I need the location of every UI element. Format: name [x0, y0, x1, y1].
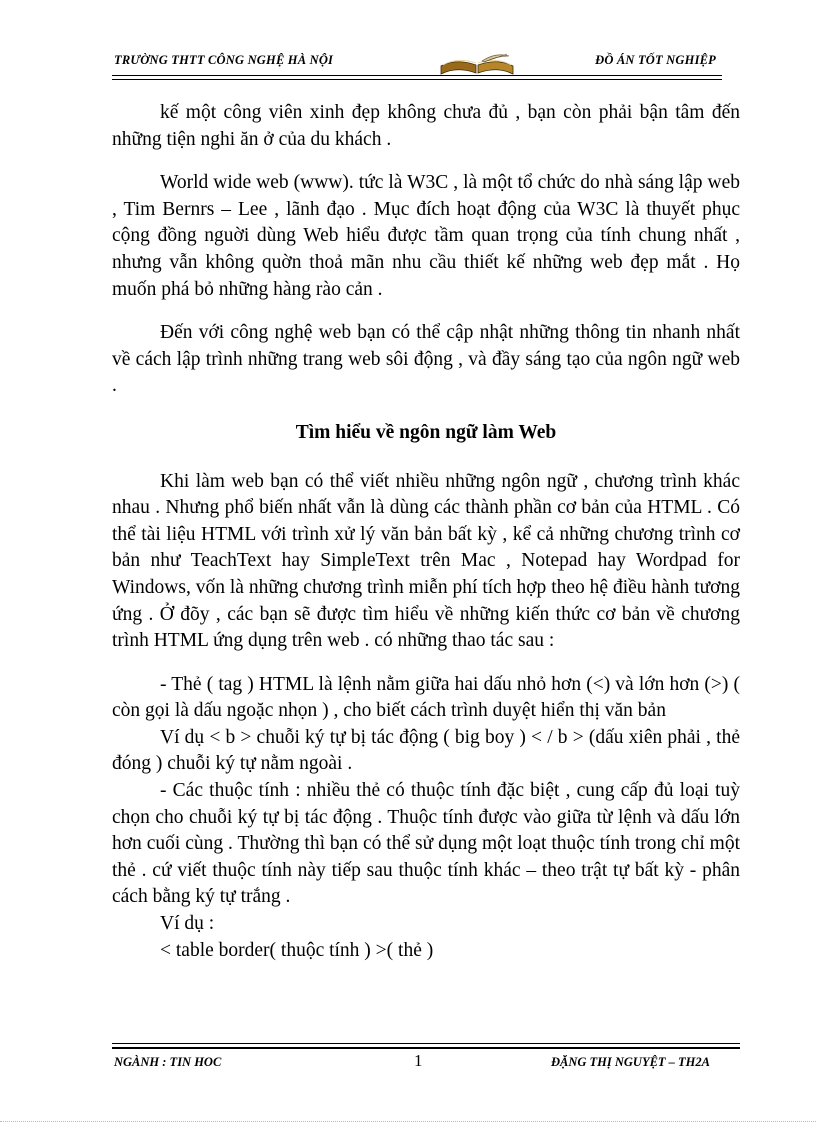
header-school-name: TRƯỜNG THTT CÔNG NGHỆ HÀ NỘI [114, 53, 334, 67]
paragraph-example-label: Ví dụ : [160, 913, 215, 935]
footer-rule [112, 1047, 740, 1049]
footer-author: ĐẶNG THỊ NGUYỆT – TH2A [550, 1055, 710, 1069]
page-number: 1 [414, 1051, 423, 1070]
header-rule-thin [112, 79, 722, 80]
paragraph-intro: kế một công viên xinh đẹp không chưa đủ , bạn còn phải bận tâm đến những tiện nghi ăn ở của du khách . [112, 102, 740, 150]
paragraph-w3c: World wide web (www). tức là W3C , là một tổ chức do nhà sáng lập web , Tim Bernrs – Lee , lãnh đạo . Mục đích hoạt động của W3C là thuyết phục cộng đồng nguời dùng Web hiểu được tầm quan trọng của tính chung nhất , nhưng vẫn không quờn thoả mãn nhu cầu thiết kế những web đẹp mắt . Họ muốn phá bỏ những hàng rào cản . [112, 172, 740, 300]
open-book-icon [437, 50, 517, 76]
header-rule [112, 75, 722, 76]
paragraph-html-intro: Khi làm web bạn có thể viết nhiều những ngôn ngữ , chương trình khác nhau . Nhưng phổ biến nhất vẫn là dùng các thành phần cơ bản của HTML . Có thể tài liệu HTML với trình xử lý văn bản bất kỳ , kể cả những chương trình cơ bản như TeachText hay SimpleText trên Mac , Notepad hay Wordpad for Windows, vốn là những chương trình miễn phí tích hợp theo hệ điều hành tương ứng . Ở đõy , các bạn sẽ được tìm hiểu về những kiến thức cơ bản về chương trình HTML ứng dụng trên web . có những thao tác sau : [112, 470, 740, 652]
page-bottom-border [0, 1121, 816, 1122]
page-header [112, 50, 722, 80]
paragraph-attributes: - Các thuộc tính : nhiều thẻ có thuộc tính đặc biệt , cung cấp đủ loại tuỳ chọn cho chuỗi ký tự bị tác động . Thuộc tính được vào giữa từ lệnh và dấu lớn hơn cuối cùng . Thường thì bạn có thể sử dụng một loạt thuộc tính trong chỉ một thẻ . cứ viết thuộc tính này tiếp sau thuộc tính khác – theo trật tự bất kỳ - phân cách bằng ký tự trắng . [112, 780, 740, 908]
paragraph-example-code: < table border( thuộc tính ) >( thẻ ) [160, 939, 434, 961]
paragraph-web-tech: Đến với công nghệ web bạn có thể cập nhật những thông tin nhanh nhất về cách lập trình những trang web sôi động , và đầy sáng tạo của ngôn ngữ web . [112, 322, 740, 397]
paragraph-tag: - Thẻ ( tag ) HTML là lệnh nằm giữa hai dấu nhỏ hơn (<) và lớn hơn (>) ( còn gọi là dấu ngoặc nhọn ) , cho biết cách trình duyệt hiển thị văn bản [112, 673, 740, 722]
footer-rule-thin [112, 1043, 740, 1044]
paragraph-example-tag: Ví dụ < b > chuỗi ký tự bị tác động ( big boy ) < / b > (dấu xiên phải , thẻ đóng ) chuỗi ký tự nằm ngoài . [112, 726, 740, 775]
footer-major: NGÀNH : TIN HOC [114, 1055, 222, 1069]
section-heading: Tìm hiểu về ngôn ngữ làm Web [295, 421, 557, 443]
document-body [112, 100, 740, 964]
header-document-type: ĐỒ ÁN TỐT NGHIỆP [595, 53, 716, 67]
page-footer [112, 1043, 740, 1083]
